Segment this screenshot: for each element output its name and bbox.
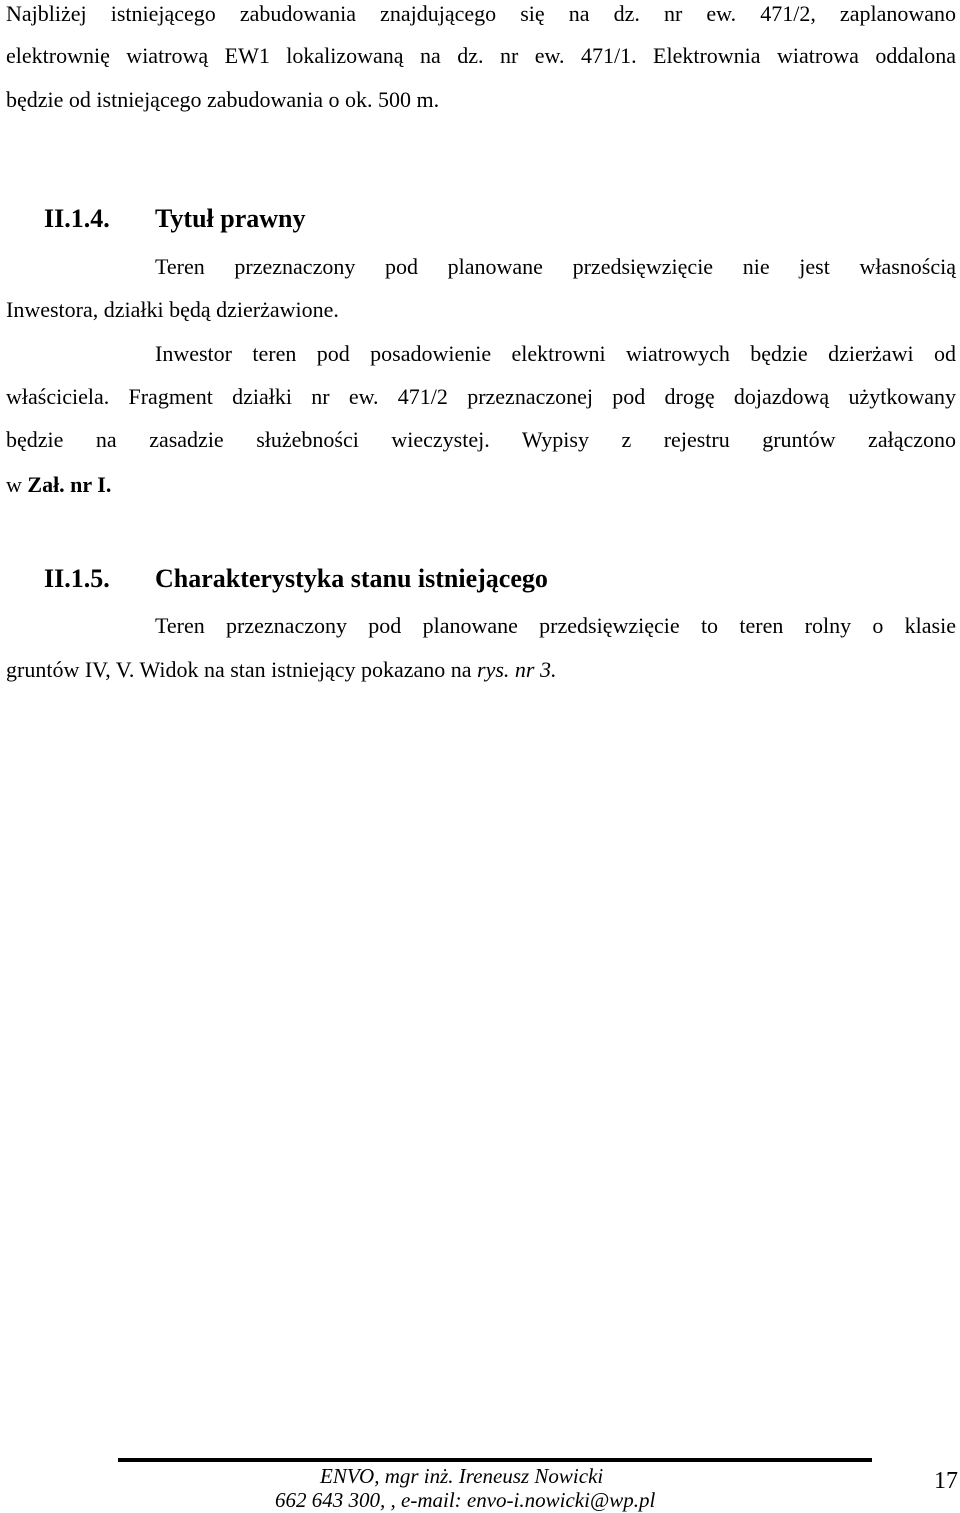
attachment-reference: Zał. nr I.: [27, 472, 112, 497]
section-1-4-para2-line-2: właściciela. Fragment działki nr ew. 471/2 przeznaczonej pod drogę dojazdową użytkowany: [6, 384, 956, 409]
section-1-4-para1-line-2: Inwestora, działki będą dzierżawione.: [6, 297, 339, 322]
section-1-5-title: Charakterystyka stanu istniejącego: [155, 564, 548, 593]
intro-line-2: elektrownię wiatrową EW1 lokalizowaną na dz. nr ew. 471/1. Elektrownia wiatrowa oddalona: [6, 43, 956, 68]
section-1-5-para1-text: gruntów IV, V. Widok na stan istniejący pokazano na: [6, 657, 478, 682]
section-1-5-para1-line-2: [6, 656, 956, 684]
section-1-4-number: II.1.4.: [44, 204, 110, 233]
section-1-4-para2-line-1: Inwestor teren pod posadowienie elektrowni wiatrowych będzie dzierżawi od: [155, 341, 956, 366]
page-number: 17: [934, 1468, 958, 1494]
intro-line-1: Najbliżej istniejącego zabudowania znajdującego się na dz. nr ew. 471/2, zaplanowano: [6, 1, 956, 26]
section-1-4-para2-prefix: w: [6, 472, 28, 497]
section-1-4-para1-line-1: Teren przeznaczony pod planowane przedsięwzięcie nie jest własnością: [155, 254, 956, 279]
section-1-5-number: II.1.5.: [44, 564, 110, 593]
section-1-4-para2-line-3: będzie na zasadzie służebności wieczystej. Wypisy z rejestru gruntów załączono: [6, 427, 956, 452]
footer-divider: [118, 1458, 872, 1462]
section-1-4-para2-line-4: [6, 471, 956, 499]
section-1-4-title: Tytuł prawny: [155, 204, 306, 233]
footer-contact: 662 643 300, , e-mail: envo-i.nowicki@wp.pl: [275, 1488, 656, 1512]
section-1-5-para1-line-1: Teren przeznaczony pod planowane przedsięwzięcie to teren rolny o klasie: [155, 613, 956, 638]
intro-line-3: będzie od istniejącego zabudowania o ok. 500 m.: [6, 87, 440, 112]
figure-reference: rys. nr 3.: [477, 657, 557, 682]
footer-author: ENVO, mgr inż. Ireneusz Nowicki: [320, 1464, 604, 1488]
